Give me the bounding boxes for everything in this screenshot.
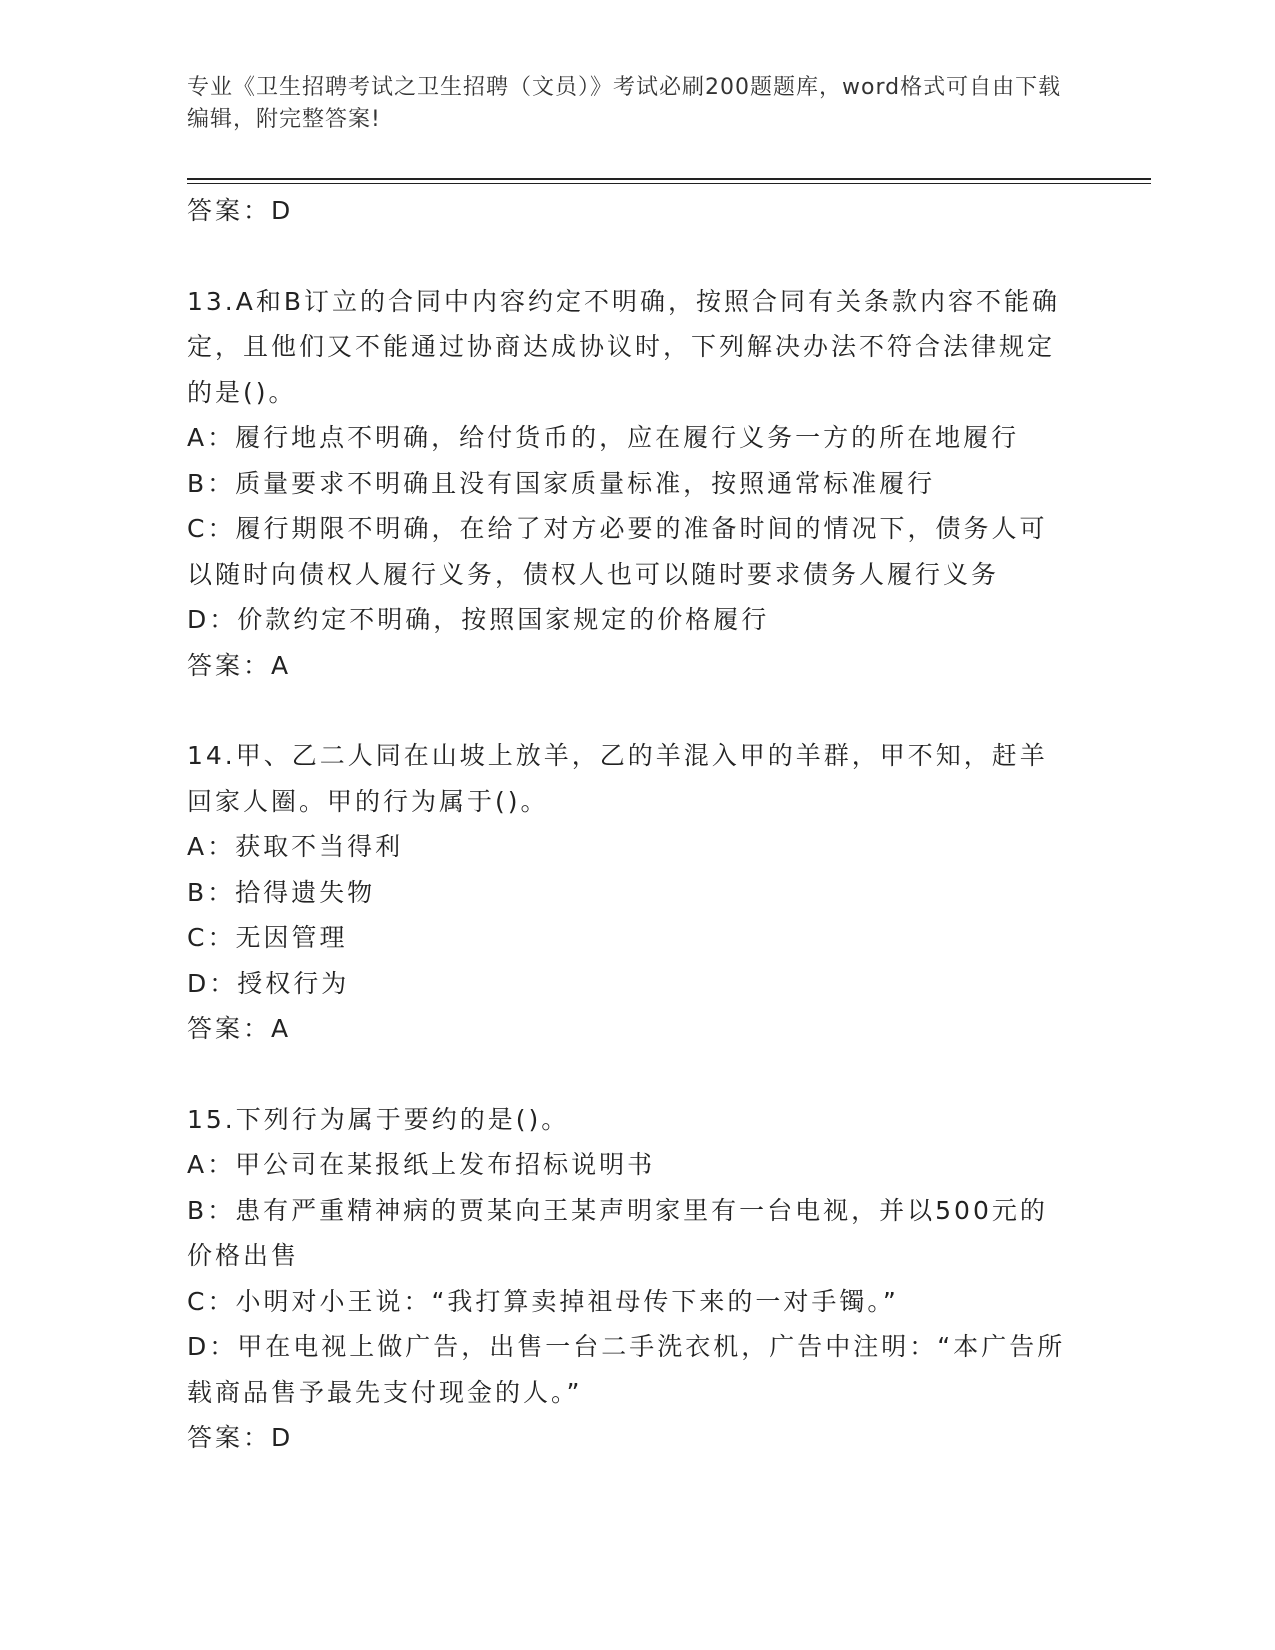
option-b: B：质量要求不明确且没有国家质量标准，按照通常标准履行 [187,468,936,498]
header-rule-thin [187,183,1151,184]
option-b: B：患有严重精神病的贾某向王某声明家里有一台电视，并以500元的价格出售 [187,1195,1048,1270]
option-a: A：甲公司在某报纸上发布招标说明书 [187,1150,656,1179]
option-c: C：小明对小王说：“我打算卖掉祖母传下来的一对手镯。” [187,1286,899,1316]
option-a: A：履行地点不明确，给付货币的，应在履行义务一方的所在地履行 [187,423,1020,452]
option-c: C：履行期限不明确，在给了对方必要的准备时间的情况下，债务人可以随时向债权人履行义务，债权人也可以随时要求债务人履行义务 [187,514,1048,589]
option-d: D：授权行为 [187,968,350,998]
answer-line: 答案：D [187,1423,294,1452]
question-stem: 15.下列行为属于要约的是()。 [187,1104,570,1134]
question-stem: 13.A和B订立的合同中内容约定不明确，按照合同有关条款内容不能确定，且他们又不能通过协商达成协议时，下列解决办法不符合法律规定的是()。 [187,286,1061,407]
question-15 [187,1097,1067,1461]
header-rule-thick [187,178,1151,180]
option-d: D：甲在电视上做广告，出售一台二手洗衣机，广告中注明：“本广告所载商品售予最先支付现金的人。” [187,1332,1066,1407]
answer-line: 答案：A [187,650,292,680]
option-d: D：价款约定不明确，按照国家规定的价格履行 [187,605,770,634]
question-stem: 14.甲、乙二人同在山坡上放羊，乙的羊混入甲的羊群，甲不知，赶羊回家人圈。甲的行为属于()。 [187,741,1048,816]
question-14 [187,733,1067,1052]
document-header: 专业《卫生招聘考试之卫生招聘（文员）》考试必刷200题题库，word格式可自由下载编辑，附完整答案! [187,75,1062,132]
option-b: B：拾得遗失物 [187,877,376,907]
option-c: C：无因管理 [187,923,348,952]
option-a: A：获取不当得利 [187,832,404,861]
answer-line: 答案：A [187,1014,292,1043]
document-body [187,188,1067,1461]
question-13 [187,279,1067,689]
answer-line: 答案：D [187,196,294,225]
